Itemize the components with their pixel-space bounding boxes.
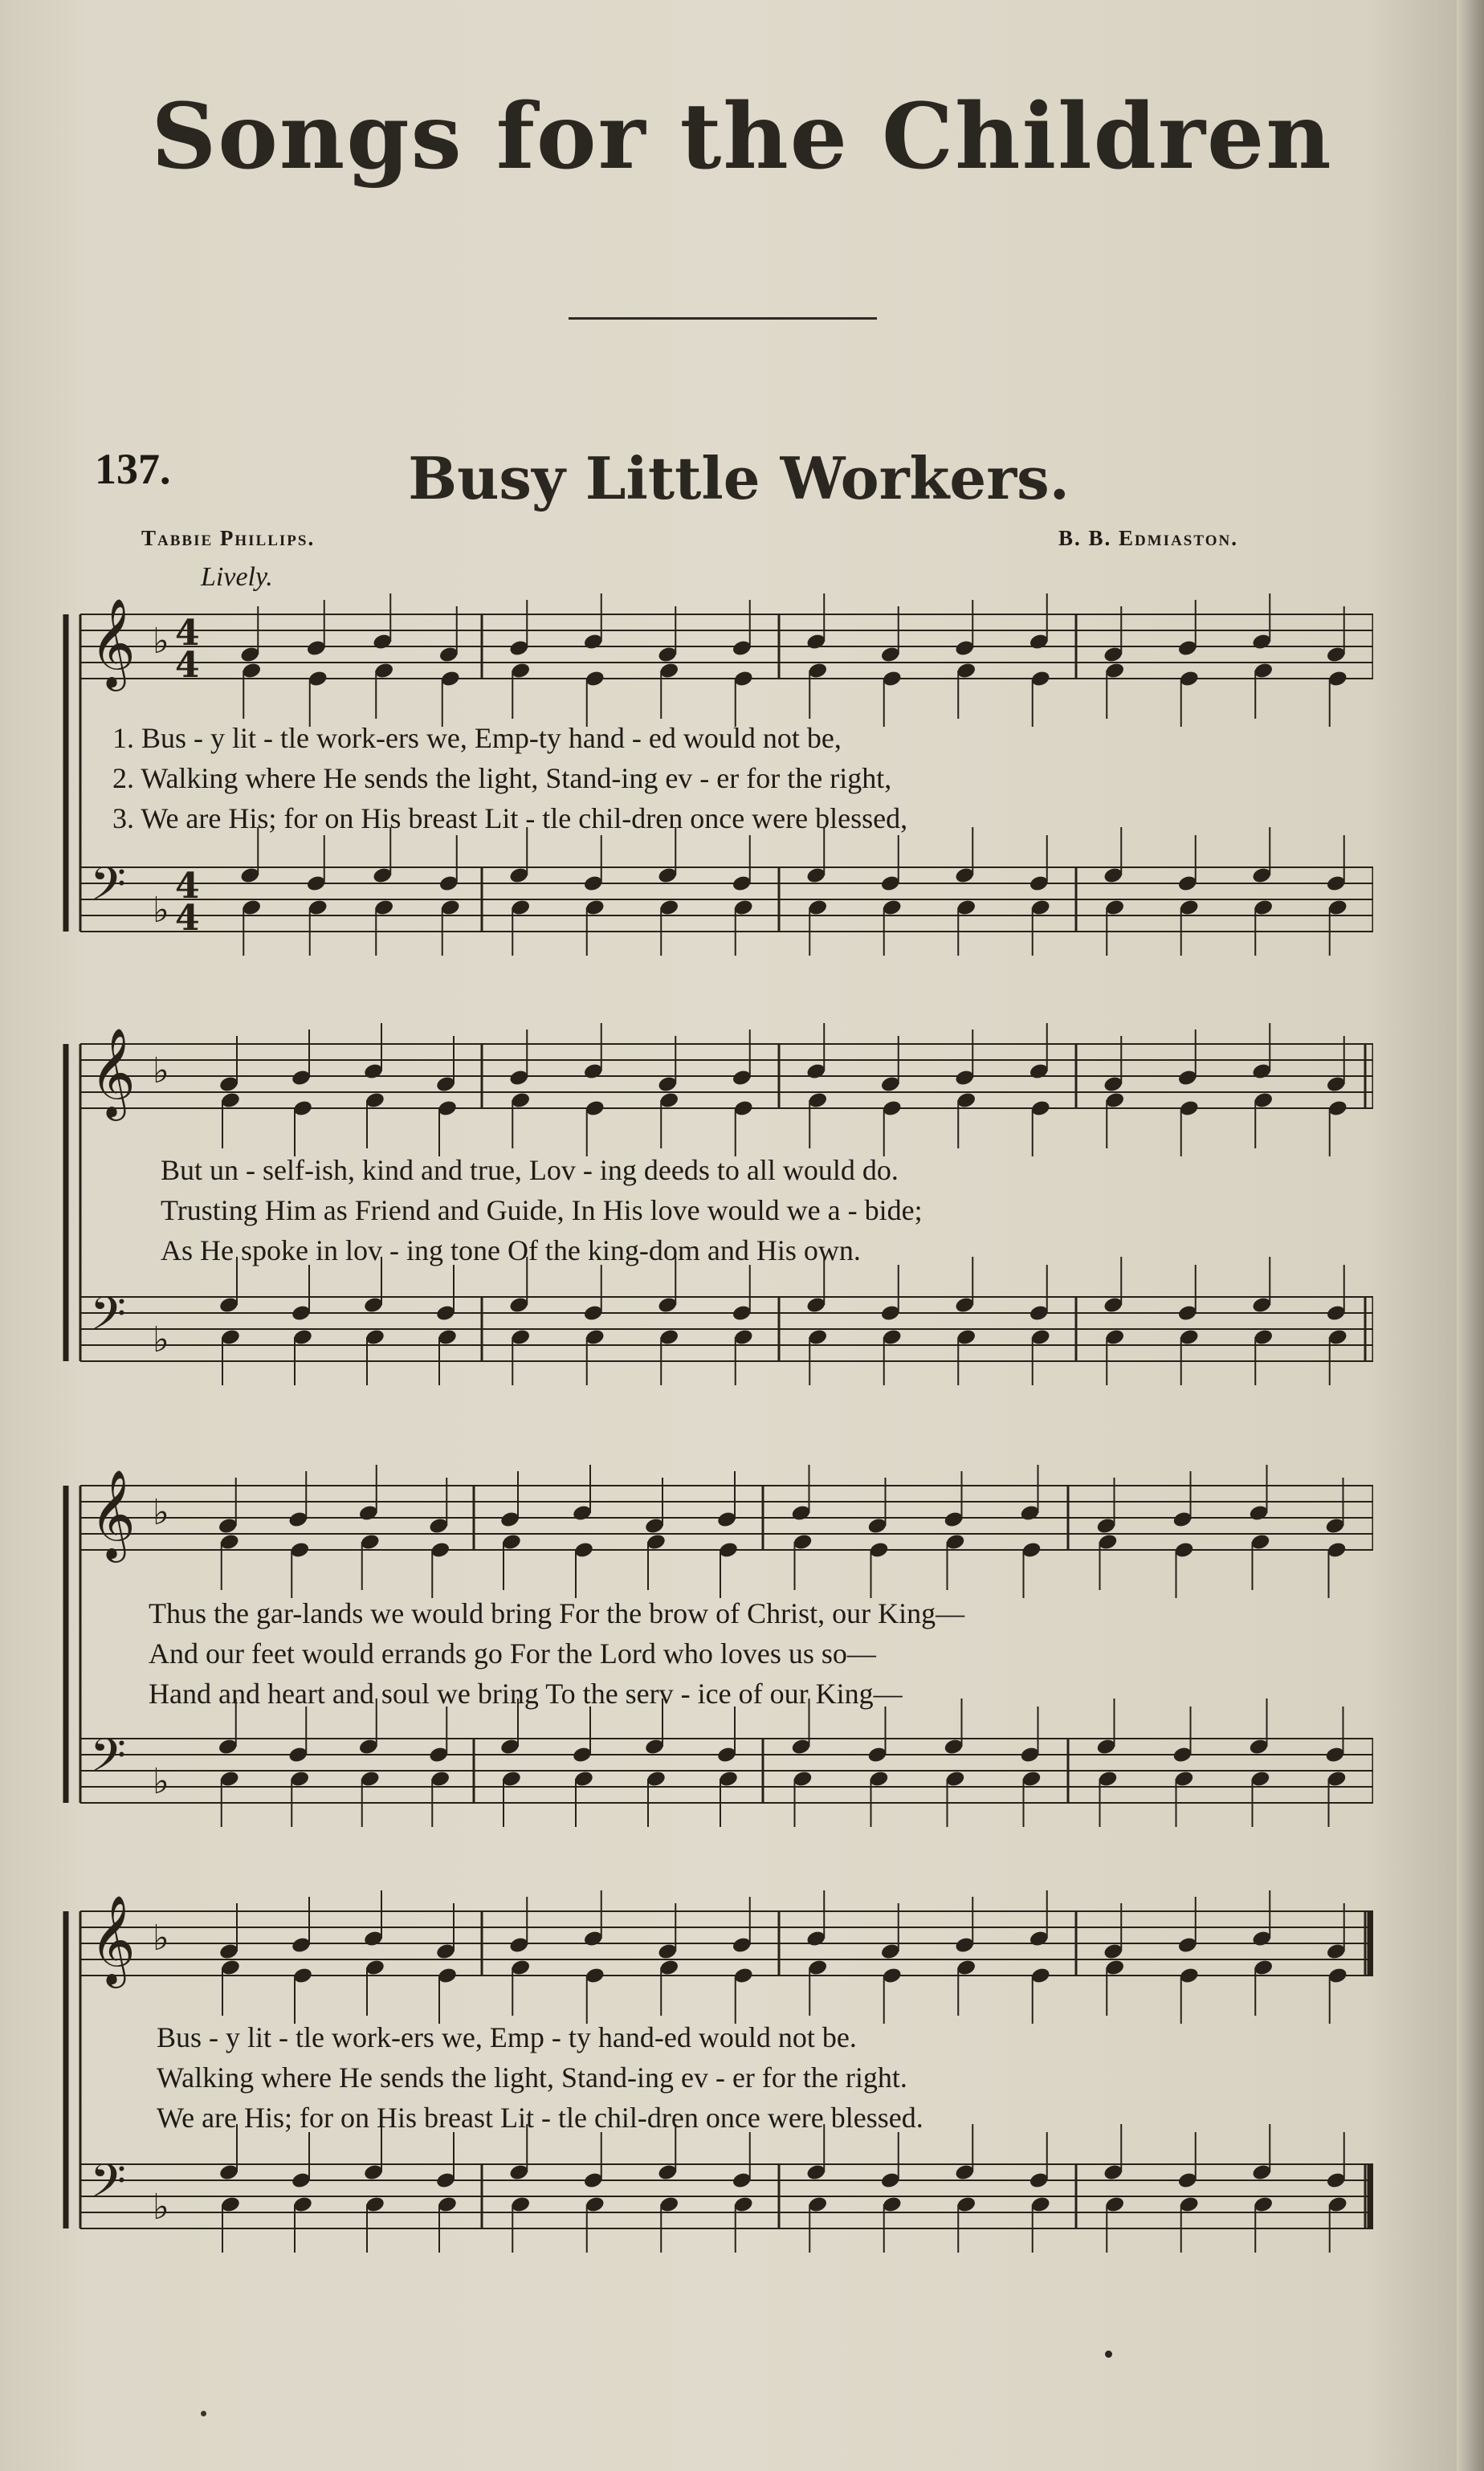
svg-text:♭: ♭: [153, 621, 169, 662]
music-system-1: [56, 590, 1373, 984]
svg-text:4: 4: [175, 613, 200, 654]
verse-line-1-2: 2. Walking where He sends the light, Stand-ing ev - er for the right,: [112, 762, 892, 794]
svg-text:♭: ♭: [153, 1492, 169, 1533]
svg-text:♭: ♭: [153, 1319, 169, 1360]
svg-text:𝄞: 𝄞: [90, 1894, 136, 1984]
verse-line-2-2: Trusting Him as Friend and Guide, In His love would we a - bide;: [161, 1194, 923, 1226]
svg-text:♭: ♭: [153, 1050, 169, 1091]
page-edge-shadow: [1457, 0, 1484, 2471]
verse-line-3-1: Thus the gar-lands we would bring For the brow of Christ, our King—: [149, 1597, 965, 1629]
hymn-title: Busy Little Workers.: [408, 444, 1070, 512]
svg-text:4: 4: [175, 898, 200, 939]
verse-line-3-3: Hand and heart and soul we bring To the serv - ice of our King—: [149, 1678, 903, 1710]
music-system-3: [56, 1441, 1373, 1835]
ink-speck: [1105, 2351, 1112, 2358]
verse-line-2-1: But un - self-ish, kind and true, Lov - ing deeds to all would do.: [161, 1154, 899, 1186]
tempo-marking: Lively.: [201, 562, 273, 592]
verse-line-1-3: 3. We are His; for on His breast Lit - tle chil-dren once were blessed,: [112, 802, 908, 834]
svg-text:𝄞: 𝄞: [90, 597, 136, 687]
svg-text:♭: ♭: [153, 2187, 169, 2228]
svg-text:𝄢: 𝄢: [90, 2154, 127, 2220]
svg-text:4: 4: [175, 866, 200, 907]
verse-line-4-2: Walking where He sends the light, Stand-ing ev - er for the right.: [157, 2061, 907, 2094]
svg-text:𝄢: 𝄢: [90, 1728, 127, 1794]
verse-line-2-3: As He spoke in lov - ing tone Of the king-dom and His own.: [161, 1234, 861, 1266]
verse-line-3-2: And our feet would errands go For the Lord who loves us so—: [149, 1637, 876, 1670]
lyricist-credit: Tabbie Phillips.: [141, 526, 316, 550]
svg-text:𝄞: 𝄞: [90, 1469, 136, 1559]
svg-text:𝄢: 𝄢: [90, 857, 127, 923]
music-system-4: [56, 1863, 1373, 2265]
svg-text:4: 4: [175, 645, 200, 686]
verse-line-4-3: We are His; for on His breast Lit - tle chil-dren once were blessed.: [157, 2102, 923, 2134]
verse-line-1-1: 1. Bus - y lit - tle work-ers we, Emp-ty hand - ed would not be,: [112, 722, 842, 754]
svg-text:♭: ♭: [153, 1761, 169, 1802]
music-system-2: [56, 1012, 1373, 1405]
ink-speck: [201, 2411, 206, 2416]
svg-text:♭: ♭: [153, 1918, 169, 1959]
composer-credit: B. B. Edmiaston.: [1058, 526, 1238, 550]
svg-text:𝄞: 𝄞: [90, 1027, 136, 1117]
verse-line-4-1: Bus - y lit - tle work-ers we, Emp - ty hand-ed would not be.: [157, 2021, 857, 2053]
hymn-number: 137.: [95, 445, 171, 493]
svg-text:♭: ♭: [153, 890, 169, 931]
page-title: Songs for the Children: [151, 84, 1333, 190]
title-rule: [569, 317, 877, 320]
svg-text:𝄢: 𝄢: [90, 1286, 127, 1352]
